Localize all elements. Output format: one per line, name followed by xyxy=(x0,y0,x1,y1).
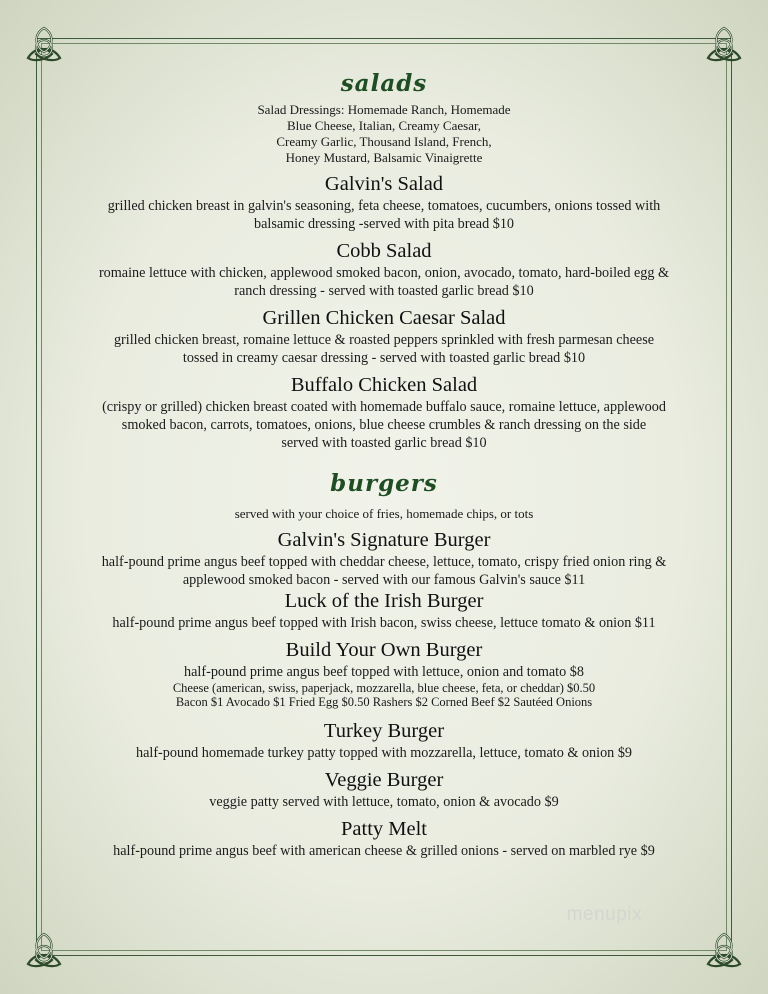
item-name: Cobb Salad xyxy=(336,240,432,262)
item-name: Turkey Burger xyxy=(323,720,445,742)
item-description: (crispy or grilled) chicken breast coated with homemade buffalo sauce, romaine lettuce, applewood smoked bacon, carrots, tomatoes, onions, blue cheese crumbles & ranch dressing on the side served with toasted garlic bread $10 xyxy=(102,399,666,451)
menu-item xyxy=(44,306,724,367)
item-description: grilled chicken breast, romaine lettuce & roasted peppers sprinkled with fresh parmesan cheese tossed in creamy caesar dressing - served with toasted garlic bread $10 xyxy=(113,332,655,366)
item-name: Patty Melt xyxy=(341,818,427,840)
item-name: Buffalo Chicken Salad xyxy=(290,374,478,396)
item-name: Luck of the Irish Burger xyxy=(284,590,484,612)
menu-item xyxy=(44,239,724,300)
item-name: Build Your Own Burger xyxy=(285,639,483,661)
burgers-heading: burgers xyxy=(330,470,438,497)
burgers-list xyxy=(44,528,724,860)
menu-item xyxy=(44,528,724,589)
burgers-sides-note: served with your choice of fries, homemade chips, or tots xyxy=(234,506,534,521)
menu-item xyxy=(44,589,724,632)
item-add-ons: Cheese (american, swiss, paperjack, mozzarella, blue cheese, feta, or cheddar) $0.50 Bacon $1 Avocado $1 Fried Egg $0.50 Rashers $2 Corned Beef $2 Sautéed Onions xyxy=(172,681,596,709)
item-description: half-pound homemade turkey patty topped with mozzarella, lettuce, tomato & onion $9 xyxy=(135,745,633,761)
item-name: Galvin's Signature Burger xyxy=(277,529,491,551)
menu-item xyxy=(44,373,724,452)
item-description: half-pound prime angus beef with american cheese & grilled onions - served on marbled rye $9 xyxy=(113,843,655,859)
item-name: Galvin's Salad xyxy=(324,173,444,195)
celtic-knot-icon xyxy=(24,24,64,64)
menu-item xyxy=(44,638,724,709)
celtic-knot-icon xyxy=(704,24,744,64)
salads-heading: salads xyxy=(340,70,428,97)
celtic-knot-icon xyxy=(704,930,744,970)
item-name: Veggie Burger xyxy=(324,769,444,791)
item-description: half-pound prime angus beef topped with cheddar cheese, lettuce, tomato, crispy fried onion ring & applewood smoked bacon - served with our famous Galvin's sauce $11 xyxy=(101,554,667,588)
item-description: grilled chicken breast in galvin's seasoning, feta cheese, tomatoes, cucumbers, onions tossed with balsamic dressing -served with pita bread $10 xyxy=(107,198,661,232)
item-description: half-pound prime angus beef topped with Irish bacon, swiss cheese, lettuce tomato & onion $11 xyxy=(112,615,656,631)
item-description: half-pound prime angus beef topped with lettuce, onion and tomato $8 xyxy=(184,664,584,680)
salads-list xyxy=(44,172,724,452)
menu-item xyxy=(44,719,724,762)
menu-content xyxy=(44,66,724,860)
menu-item xyxy=(44,768,724,811)
menu-item xyxy=(44,172,724,233)
item-description: veggie patty served with lettuce, tomato, onion & avocado $9 xyxy=(209,794,559,810)
watermark: menupix xyxy=(566,904,642,925)
menu-item xyxy=(44,817,724,860)
item-name: Grillen Chicken Caesar Salad xyxy=(262,307,506,329)
celtic-knot-icon xyxy=(24,930,64,970)
salad-dressings-note: Salad Dressings: Homemade Ranch, Homemade Blue Cheese, Italian, Creamy Caesar, Creamy Garlic, Thousand Island, French, Honey Mustard, Balsamic Vinaigrette xyxy=(257,102,511,165)
item-description: romaine lettuce with chicken, applewood smoked bacon, onion, avocado, tomato, hard-boiled egg & ranch dressing - served with toasted garlic bread $10 xyxy=(98,265,670,299)
